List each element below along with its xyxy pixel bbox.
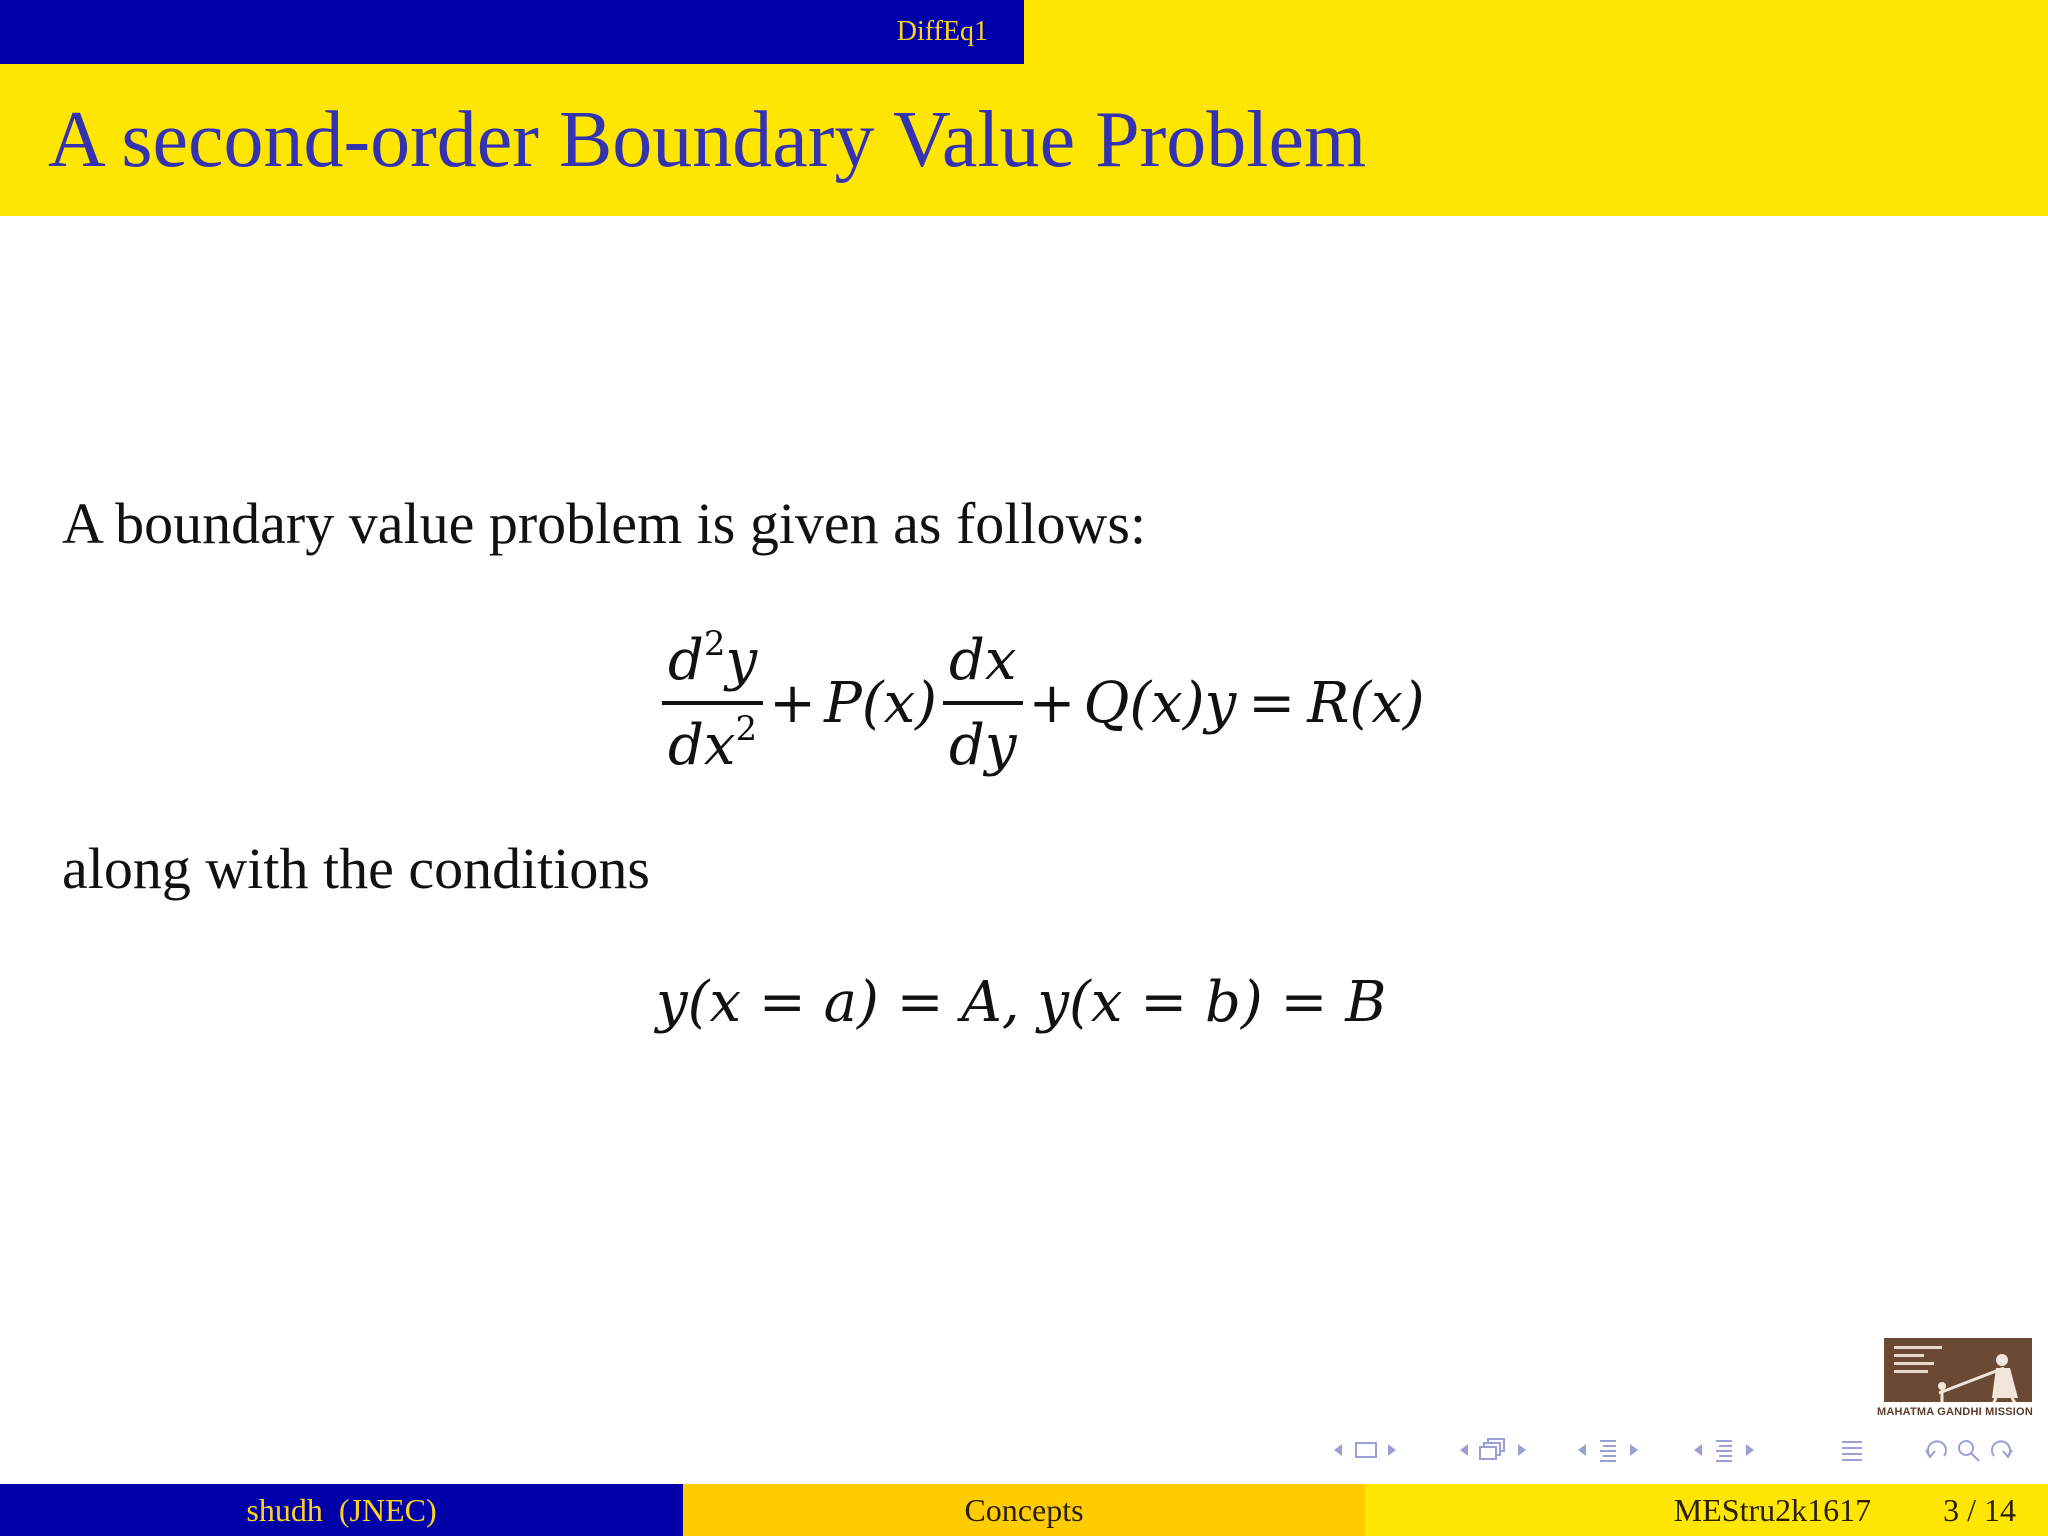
differential-equation bbox=[656, 618, 1425, 788]
footer-author bbox=[0, 1484, 683, 1536]
header-short-title-bar bbox=[0, 0, 1024, 64]
header-strip bbox=[0, 0, 2048, 64]
arrow-right-icon[interactable] bbox=[1386, 1436, 1400, 1464]
fraction-numerator: $d^2y$ bbox=[668, 624, 758, 693]
fraction-denominator: $dx^2$ bbox=[662, 701, 763, 778]
arrow-right-icon[interactable] bbox=[1516, 1436, 1530, 1464]
plus-sign: + bbox=[769, 670, 817, 736]
footer-section bbox=[683, 1484, 1365, 1536]
r-term: R(x) bbox=[1307, 670, 1425, 736]
short-title[interactable]: DiffEq1 bbox=[896, 16, 988, 47]
arrow-left-icon[interactable] bbox=[1574, 1436, 1588, 1464]
boundary-conditions: y(x = a) = A, y(x = b) = B bbox=[656, 970, 1387, 1035]
header-right-bar bbox=[1024, 0, 2048, 64]
footer-author-text[interactable]: shudh (JNEC) bbox=[246, 1491, 437, 1528]
plus-sign: + bbox=[1028, 670, 1076, 736]
section-icon[interactable] bbox=[1710, 1436, 1738, 1464]
arrow-left-icon[interactable] bbox=[1330, 1436, 1344, 1464]
page-number: 3 / 14 bbox=[1943, 1491, 2016, 1528]
frame-title: A second-order Boundary Value Problem bbox=[48, 95, 1367, 184]
logo-caption: MAHATMA GANDHI MISSION bbox=[1877, 1406, 2033, 1418]
navigation-controls bbox=[1330, 1436, 2030, 1472]
undo-icon[interactable] bbox=[1922, 1436, 1952, 1464]
frame-title-bar bbox=[0, 64, 2048, 216]
subsection-icon[interactable] bbox=[1476, 1436, 1510, 1464]
arrow-right-icon[interactable] bbox=[1744, 1436, 1758, 1464]
p-coefficient: P(x) bbox=[824, 670, 938, 736]
section-icon[interactable] bbox=[1594, 1436, 1622, 1464]
arrow-left-icon[interactable] bbox=[1456, 1436, 1470, 1464]
arrow-left-icon[interactable] bbox=[1690, 1436, 1704, 1464]
redo-icon[interactable] bbox=[1986, 1436, 2016, 1464]
q-term: Q(x)y bbox=[1083, 670, 1237, 736]
footer-code: MEStru2k1617 bbox=[1673, 1491, 1872, 1528]
conditions-text: along with the conditions bbox=[62, 836, 650, 901]
equals-sign: = bbox=[1248, 670, 1296, 736]
first-derivative-fraction: $\frac{dx}{dy}$ bbox=[943, 628, 1022, 778]
footer bbox=[0, 1484, 2048, 1536]
frame-icon[interactable] bbox=[1352, 1436, 1380, 1464]
intro-text: A boundary value problem is given as follows: bbox=[62, 491, 1147, 556]
arrow-right-icon[interactable] bbox=[1628, 1436, 1642, 1464]
second-derivative-fraction bbox=[662, 624, 763, 778]
footer-info bbox=[1365, 1484, 2048, 1536]
align-icon[interactable] bbox=[1838, 1436, 1866, 1464]
footer-section-text[interactable]: Concepts bbox=[964, 1491, 1084, 1528]
search-icon[interactable] bbox=[1954, 1436, 1984, 1464]
